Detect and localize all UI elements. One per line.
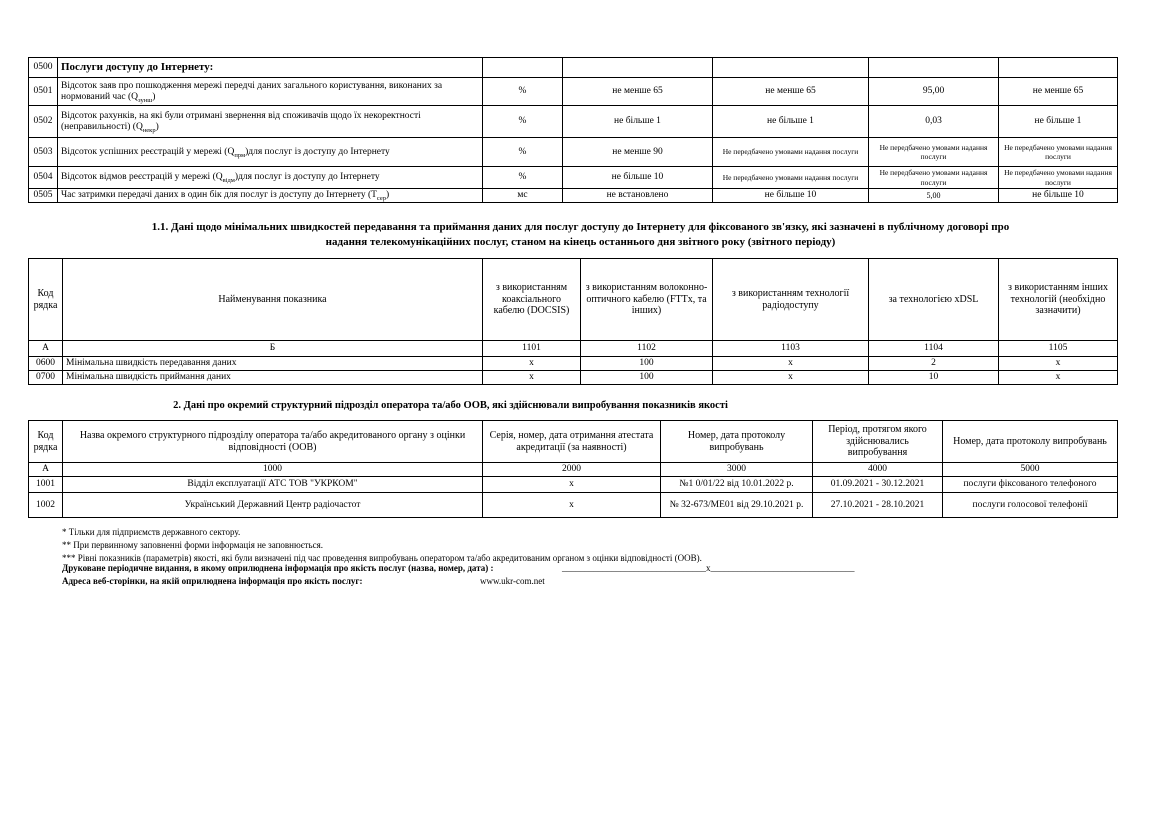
header-cell: з використанням інших технологій (необхідно зазначити) [999, 259, 1118, 341]
subheader-row [29, 463, 1118, 477]
section-2-heading: 2. Дані про окремий структурний підрозділ оператора та/або ООВ, які здійснювали випробування показників якості [173, 400, 728, 411]
value-cell: не менше 90 [563, 138, 713, 167]
indicator-name: Мінімальна швидкість передавання даних [63, 357, 483, 371]
table-row [29, 357, 1118, 371]
value-cell: 0,03 [869, 106, 999, 138]
service-cell: послуги голосової телефонії [943, 493, 1118, 518]
row-code: 1002 [29, 493, 63, 518]
row-code: 0504 [29, 167, 58, 189]
value-cell: Не передбачено умовами надання послуги [869, 167, 999, 189]
footnote-2: ** При первинному заповненні форми інформація не заповнюється. [62, 540, 323, 550]
value-cell: не менше 65 [713, 78, 869, 106]
row-code: 0503 [29, 138, 58, 167]
section-title-cell [58, 58, 483, 78]
value-cell: 5,00 [869, 189, 999, 203]
value-cell: 100 [581, 357, 713, 371]
header-cell: з використанням коаксіального кабелю (DOCSIS) [483, 259, 581, 341]
value-cell: 2 [869, 357, 999, 371]
protocol-cell: №1 0/01/22 від 10.01.2022 р. [661, 477, 813, 493]
value-cell: 95,00 [869, 78, 999, 106]
value-cell: не більше 10 [713, 189, 869, 203]
value-cell: х [999, 370, 1118, 384]
minimum-speed-table [28, 258, 1118, 385]
header-cell: Серія, номер, дата отримання атестата акредитації (за наявності) [483, 421, 661, 463]
unit-cell: % [483, 138, 563, 167]
row-code: 0501 [29, 78, 58, 106]
subdivision-name: Український Державний Центр радіочастот [63, 493, 483, 518]
header-cell: Номер, дата протоколу випробувань [661, 421, 813, 463]
table-row [29, 106, 1118, 138]
value-cell: Не передбачено умовами надання послуги [713, 167, 869, 189]
header-cell: Період, протягом якого здійснювались випробування [813, 421, 943, 463]
subheader-cell: 1102 [581, 341, 713, 357]
unit-cell [483, 58, 563, 78]
value-cell: не менше 65 [563, 78, 713, 106]
value-cell: Не передбачено умовами надання послуги [713, 138, 869, 167]
value-cell [713, 58, 869, 78]
indicator-name: Час затримки передачі даних в один бік для послуг із доступу до Інтернету $(Т_{сер})$ [58, 189, 483, 203]
subheader-cell: 1104 [869, 341, 999, 357]
value-cell: не менше 65 [999, 78, 1118, 106]
table-row [29, 189, 1118, 203]
value-cell: Не передбачено умовами надання послуги [999, 167, 1118, 189]
value-cell: х [483, 357, 581, 371]
table-row [29, 58, 1118, 78]
header-row [29, 259, 1118, 341]
section-1-1-heading-line1: 1.1. Дані щодо мінімальних швидкостей передавання та приймання даних для послуг доступу до Інтернету для фіксованого зв'язку, які зазначені в публічному договорі про [151, 221, 1010, 233]
period-cell: 27.10.2021 - 28.10.2021 [813, 493, 943, 518]
header-cell: Назва окремого структурного підрозділу оператора та/або акредитованого органу з оцінки відповідності (ООВ) [63, 421, 483, 463]
subheader-cell: 4000 [813, 463, 943, 477]
unit-cell: мс [483, 189, 563, 203]
period-cell: 01.09.2021 - 30.12.2021 [813, 477, 943, 493]
value-cell: не більше 1 [563, 106, 713, 138]
value-cell: Не передбачено умовами надання послуги [869, 138, 999, 167]
value-cell: не більше 1 [713, 106, 869, 138]
value-cell [869, 58, 999, 78]
unit-cell: % [483, 106, 563, 138]
value-cell: х [483, 370, 581, 384]
internet-services-table [28, 57, 1118, 203]
service-cell: послуги фіксованого телефоного [943, 477, 1118, 493]
subheader-row [29, 341, 1118, 357]
subheader-cell: А [29, 341, 63, 357]
subdivision-name: Відділ експлуатації АТС ТОВ "УКРКОМ" [63, 477, 483, 493]
subheader-cell: 1000 [63, 463, 483, 477]
indicator-name: Відсоток успішних реєстрацій у мережі $(Q_{прм})для$ послуг із доступу до Інтернету [58, 138, 483, 167]
website-line [62, 576, 545, 586]
header-cell: за технологією xDSL [869, 259, 999, 341]
value-cell: х [999, 357, 1118, 371]
subheader-cell: 1105 [999, 341, 1118, 357]
header-row [29, 421, 1118, 463]
value-cell: Не передбачено умовами надання послуги [999, 138, 1118, 167]
subheader-cell: 5000 [943, 463, 1118, 477]
unit-cell: % [483, 78, 563, 106]
value-cell: х [713, 370, 869, 384]
unit-cell: % [483, 167, 563, 189]
website-label: Адреса веб-сторінки, на якій оприлюднена інформація про якість послуг: [62, 576, 363, 586]
section-1-1-heading-line2: надання телекомунікаційних послуг, станом на кінець останнього дня звітного року (звітного періоду) [325, 236, 836, 248]
subheader-cell: Б [63, 341, 483, 357]
website-value: www.ukr-com.net [480, 576, 545, 586]
table-row [29, 138, 1118, 167]
section-title: Послуги доступу до Інтернету: [61, 61, 214, 74]
table-row [29, 78, 1118, 106]
row-code: 0500 [29, 58, 58, 78]
subheader-cell: 3000 [661, 463, 813, 477]
row-code: 0700 [29, 370, 63, 384]
subheader-cell: 1101 [483, 341, 581, 357]
header-cell: Код рядка [29, 259, 63, 341]
subheader-cell: 1103 [713, 341, 869, 357]
header-cell: Код рядка [29, 421, 63, 463]
table-row [29, 370, 1118, 384]
subheader-cell: 2000 [483, 463, 661, 477]
value-cell: не більше 10 [563, 167, 713, 189]
print-edition-label: Друковане періодичне видання, в якому оприлюднена інформація про якість послуг (назва, номер, дата) : [62, 563, 494, 573]
value-cell: х [713, 357, 869, 371]
header-cell: з використанням волоконно-оптичного кабелю (FTTx, та інших) [581, 259, 713, 341]
table-row [29, 477, 1118, 493]
header-cell: Номер, дата протоколу випробувань [943, 421, 1118, 463]
value-cell: не більше 1 [999, 106, 1118, 138]
value-cell [563, 58, 713, 78]
indicator-name: Відсоток заяв про пошкодження мережі передчі даних загального користування, виконаних за нормований час $(Q_{зунш})$ [58, 78, 483, 106]
protocol-cell: № 32-673/МЕ01 від 29.10.2021 р. [661, 493, 813, 518]
indicator-name: Відсоток відмов реєстрацій у мережі $(Q_{відм})для$ послуг із доступу до Інтернету [58, 167, 483, 189]
value-cell: 10 [869, 370, 999, 384]
row-code: 0600 [29, 357, 63, 371]
footnote-1: * Тільки для підприємств державного сектору. [62, 527, 241, 537]
value-cell [999, 58, 1118, 78]
indicator-name: Мінімальна швидкість приймання даних [63, 370, 483, 384]
value-cell: 100 [581, 370, 713, 384]
footnote-3: *** Рівні показників (параметрів) якості, які були визначені під час проведення випробувань оператором та/або акредитованим органом з оцінки відповідності (ООВ). [62, 553, 702, 563]
indicator-name: Відсоток рахунків, на які були отримані звернення від споживачів щодо їх некоректності (неправильності) $(Q_{некр})$ [58, 106, 483, 138]
cert-cell: х [483, 493, 661, 518]
print-edition-value: ________________________________х________________________________ [562, 563, 855, 573]
cert-cell: х [483, 477, 661, 493]
table-row [29, 167, 1118, 189]
value-cell: не встановлено [563, 189, 713, 203]
subheader-cell: А [29, 463, 63, 477]
print-edition-line [62, 563, 855, 573]
row-code: 0502 [29, 106, 58, 138]
header-cell: з використанням технології радіодоступу [713, 259, 869, 341]
row-code: 0505 [29, 189, 58, 203]
header-cell: Найменування показника [63, 259, 483, 341]
subdivision-table [28, 420, 1118, 518]
value-cell: не більше 10 [999, 189, 1118, 203]
table-row [29, 493, 1118, 518]
row-code: 1001 [29, 477, 63, 493]
